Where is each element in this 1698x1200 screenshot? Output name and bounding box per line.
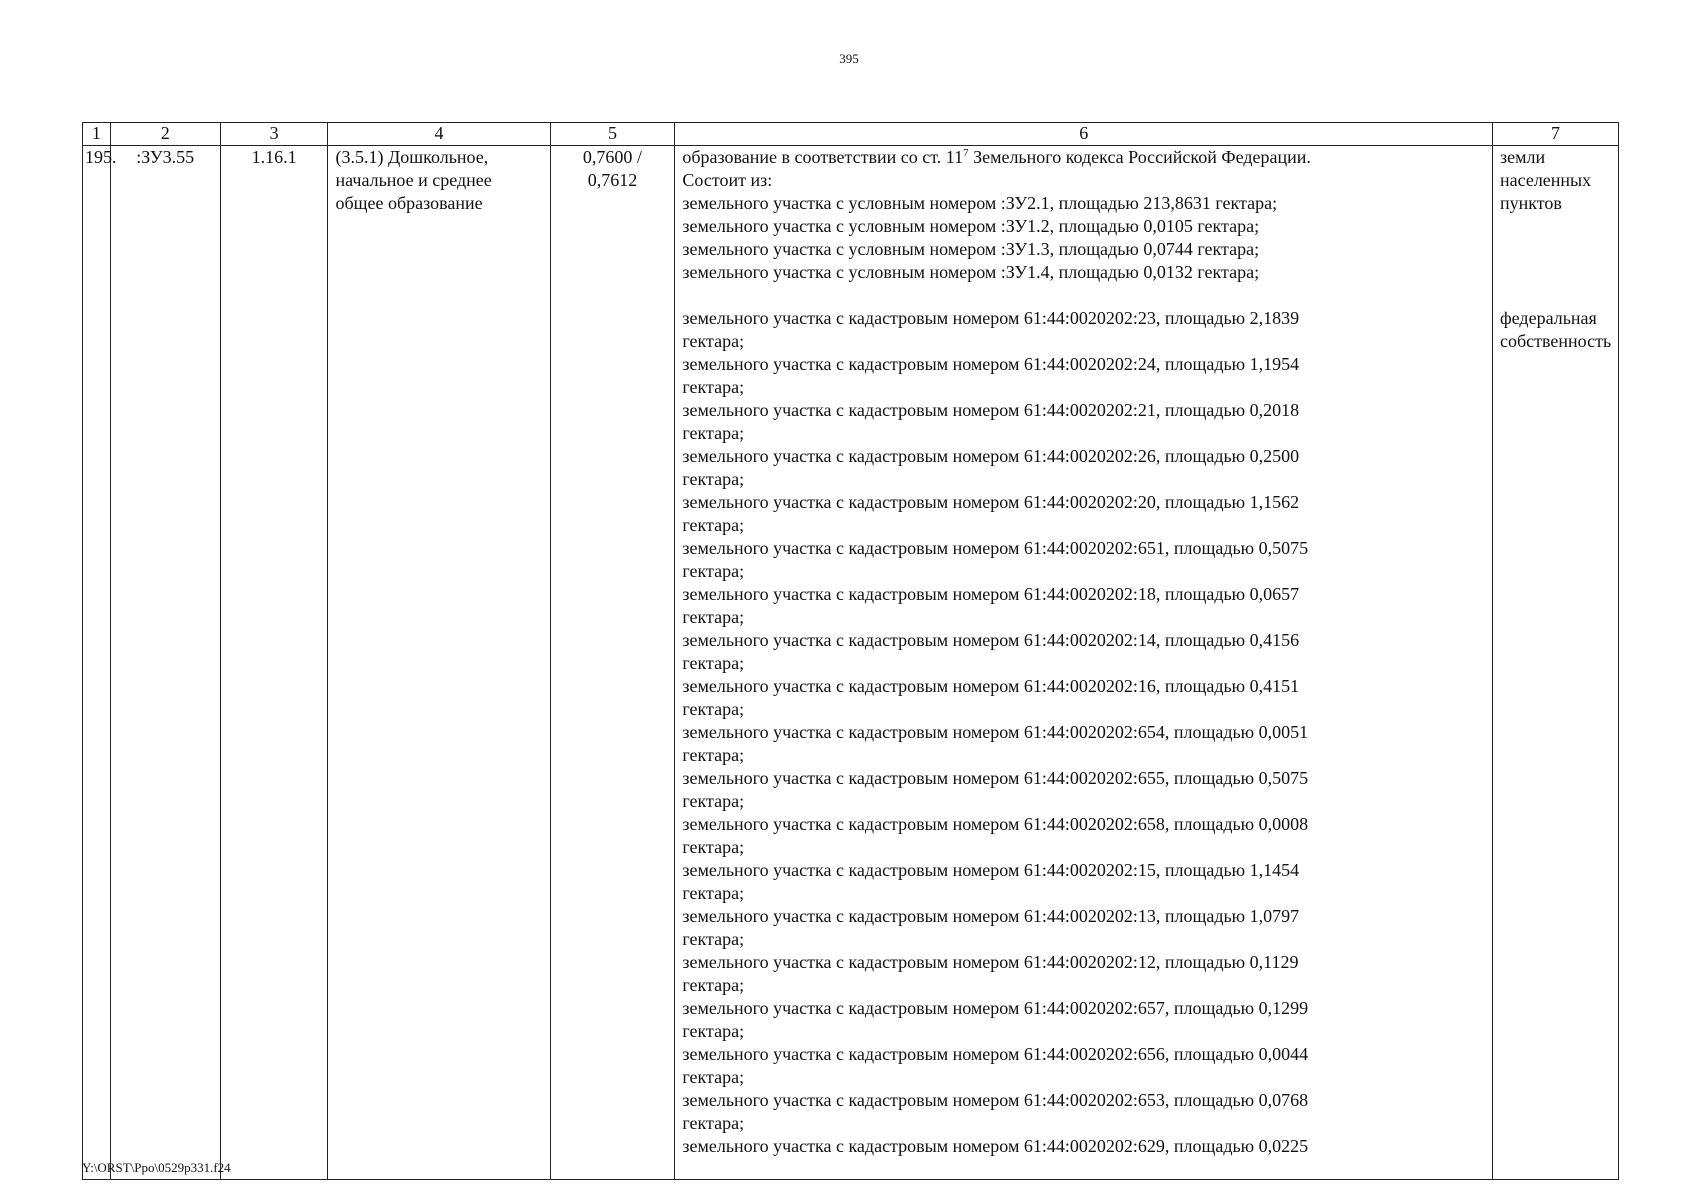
cadastral-plot-line: земельного участка с кадастровым номером 61:44:0020202:16, площадью 0,4151 xyxy=(682,676,1300,696)
conditional-plot-line: земельного участка с условным номером :ЗУ1.3, площадью 0,0744 гектара; xyxy=(682,239,1260,259)
cadastral-plot-line: земельного участка с кадастровым номером 61:44:0020202:20, площадью 1,1562 xyxy=(682,492,1300,512)
column-number: 5 xyxy=(550,123,675,146)
cadastral-plot-unit: гектара; xyxy=(682,699,745,719)
cadastral-plots-list xyxy=(682,307,1485,1158)
intro-text: образование в соответствии со ст. 11 xyxy=(682,147,964,167)
category-cell xyxy=(1493,146,1619,1180)
cadastral-plot-line: земельного участка с кадастровым номером 61:44:0020202:18, площадью 0,0657 xyxy=(682,584,1300,604)
description-intro xyxy=(682,146,1485,169)
cadastral-plot-item xyxy=(682,859,1485,905)
cadastral-plot-unit: гектара; xyxy=(682,791,745,811)
cadastral-plot-line: земельного участка с кадастровым номером 61:44:0020202:629, площадью 0,0225 xyxy=(682,1136,1309,1156)
cadastral-plot-item xyxy=(682,629,1485,675)
superscript: 7 xyxy=(963,147,969,159)
column-number: 7 xyxy=(1493,123,1619,146)
cadastral-plot-line: земельного участка с кадастровым номером 61:44:0020202:653, площадью 0,0768 xyxy=(682,1090,1309,1110)
cadastral-plot-item xyxy=(682,813,1485,859)
cadastral-plot-item xyxy=(682,675,1485,721)
cadastral-plot-item xyxy=(682,353,1485,399)
spacer xyxy=(682,284,1485,307)
cadastral-plot-item xyxy=(682,399,1485,445)
permitted-use-cell xyxy=(328,146,550,1180)
cadastral-plot-unit: гектара; xyxy=(682,653,745,673)
column-number: 6 xyxy=(675,123,1493,146)
page-number: 395 xyxy=(839,51,859,66)
conditional-plot-line: земельного участка с условным номером :ЗУ2.1, площадью 213,8631 гектара; xyxy=(682,193,1278,213)
area-line: 0,7600 / xyxy=(582,147,642,167)
cadastral-plot-line: земельного участка с кадастровым номером 61:44:0020202:23, площадью 2,1839 xyxy=(682,308,1300,328)
column-number-row xyxy=(83,123,1619,146)
cadastral-plot-line: земельного участка с кадастровым номером 61:44:0020202:26, площадью 0,2500 xyxy=(682,446,1300,466)
cadastral-plot-item xyxy=(682,1135,1485,1158)
file-path-footer: Y:\ORST\Ppo\0529p331.f24 xyxy=(82,1160,231,1175)
cadastral-plot-unit: гектара; xyxy=(682,377,745,397)
cadastral-plot-line: земельного участка с кадастровым номером 61:44:0020202:655, площадью 0,5075 xyxy=(682,768,1309,788)
conditional-plots-list xyxy=(682,192,1485,284)
description-cell xyxy=(675,146,1493,1180)
cadastral-plot-unit: гектара; xyxy=(682,1113,745,1133)
cadastral-plot-item xyxy=(682,721,1485,767)
cadastral-plot-item xyxy=(682,583,1485,629)
column-number: 2 xyxy=(110,123,220,146)
row-number: 195. xyxy=(83,146,111,1180)
cadastral-plot-unit: гектара; xyxy=(682,469,745,489)
cadastral-plot-item xyxy=(682,1043,1485,1089)
plot-code: :ЗУ3.55 xyxy=(110,146,220,1180)
cadastral-plot-item xyxy=(682,307,1485,353)
intro-text: Земельного кодекса Российской Федерации. xyxy=(968,147,1311,167)
land-plots-table xyxy=(82,122,1619,1180)
table-row xyxy=(83,146,1619,1180)
cadastral-plot-unit: гектара; xyxy=(682,837,745,857)
cadastral-plot-unit: гектара; xyxy=(682,607,745,627)
land-category-line: земли xyxy=(1500,147,1546,167)
plot-index: 1.16.1 xyxy=(220,146,328,1180)
cadastral-plot-line: земельного участка с кадастровым номером 61:44:0020202:651, площадью 0,5075 xyxy=(682,538,1309,558)
cadastral-plot-item xyxy=(682,997,1485,1043)
description-consists-of: Состоит из: xyxy=(682,170,773,190)
cadastral-plot-line: земельного участка с кадастровым номером 61:44:0020202:12, площадью 0,1129 xyxy=(682,952,1299,972)
conditional-plot-line: земельного участка с условным номером :ЗУ1.2, площадью 0,0105 гектара; xyxy=(682,216,1260,236)
cadastral-plot-item xyxy=(682,537,1485,583)
land-category-line: населенных xyxy=(1500,170,1592,190)
cadastral-plot-line: земельного участка с кадастровым номером 61:44:0020202:21, площадью 0,2018 xyxy=(682,400,1300,420)
cadastral-plot-unit: гектара; xyxy=(682,331,745,351)
column-number: 3 xyxy=(220,123,328,146)
cadastral-plot-item xyxy=(682,951,1485,997)
cadastral-plot-unit: гектара; xyxy=(682,1067,745,1087)
cadastral-plot-line: земельного участка с кадастровым номером 61:44:0020202:15, площадью 1,1454 xyxy=(682,860,1300,880)
ownership-line: федеральная xyxy=(1500,308,1597,328)
cadastral-plot-unit: гектара; xyxy=(682,929,745,949)
cadastral-plot-unit: гектара; xyxy=(682,745,745,765)
permitted-use-line: (3.5.1) Дошкольное, xyxy=(335,147,489,167)
cadastral-plot-item xyxy=(682,1089,1485,1135)
cadastral-plot-unit: гектара; xyxy=(682,883,745,903)
cadastral-plot-unit: гектара; xyxy=(682,515,745,535)
cadastral-plot-line: земельного участка с кадастровым номером 61:44:0020202:24, площадью 1,1954 xyxy=(682,354,1300,374)
ownership-line: собственность xyxy=(1500,331,1612,351)
cadastral-plot-item xyxy=(682,491,1485,537)
cadastral-plot-line: земельного участка с кадастровым номером 61:44:0020202:658, площадью 0,0008 xyxy=(682,814,1309,834)
cadastral-plot-item xyxy=(682,445,1485,491)
permitted-use-line: общее образование xyxy=(335,193,483,213)
column-number: 1 xyxy=(83,123,111,146)
cadastral-plot-line: земельного участка с кадастровым номером 61:44:0020202:657, площадью 0,1299 xyxy=(682,998,1309,1018)
area-cell xyxy=(550,146,675,1180)
cadastral-plot-unit: гектара; xyxy=(682,1021,745,1041)
conditional-plot-line: земельного участка с условным номером :ЗУ1.4, площадью 0,0132 гектара; xyxy=(682,262,1260,282)
cadastral-plot-line: земельного участка с кадастровым номером 61:44:0020202:13, площадью 1,0797 xyxy=(682,906,1300,926)
cadastral-plot-unit: гектара; xyxy=(682,975,745,995)
cadastral-plot-item xyxy=(682,905,1485,951)
cadastral-plot-line: земельного участка с кадастровым номером 61:44:0020202:654, площадью 0,0051 xyxy=(682,722,1309,742)
cadastral-plot-line: земельного участка с кадастровым номером 61:44:0020202:14, площадью 0,4156 xyxy=(682,630,1300,650)
spacer xyxy=(1500,215,1611,307)
cadastral-plot-unit: гектара; xyxy=(682,561,745,581)
cadastral-plot-unit: гектара; xyxy=(682,423,745,443)
permitted-use-line: начальное и среднее xyxy=(335,170,492,190)
cadastral-plot-line: земельного участка с кадастровым номером 61:44:0020202:656, площадью 0,0044 xyxy=(682,1044,1309,1064)
land-category-line: пунктов xyxy=(1500,193,1562,213)
cadastral-plot-item xyxy=(682,767,1485,813)
area-line: 0,7612 xyxy=(587,170,638,190)
column-number: 4 xyxy=(328,123,550,146)
